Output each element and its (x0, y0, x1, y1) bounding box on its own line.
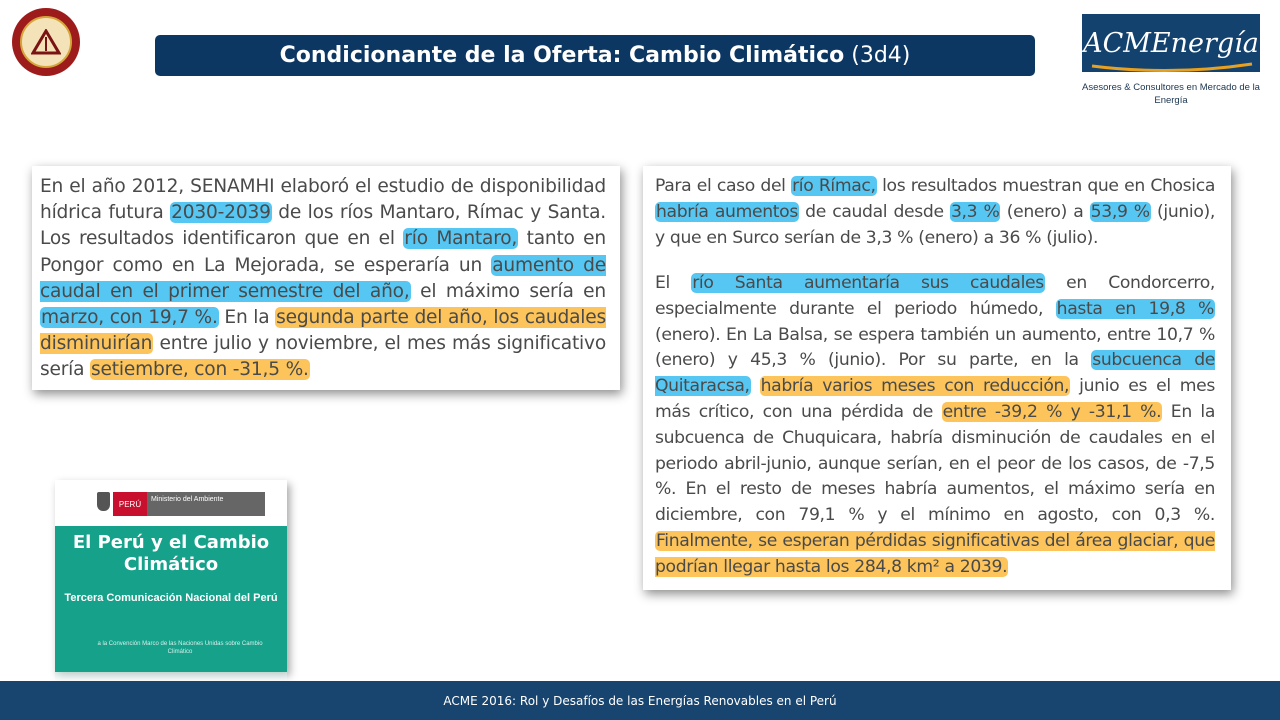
text-run: (junio), y que en Surco serían de 3,3 % (enero) a 36 % (julio). (655, 201, 1215, 248)
senamhi-study-card (32, 166, 620, 390)
slide-title: Condicionante de la Oferta: Cambio Climático (279, 43, 845, 68)
highlight-blue: hasta en 19,8 % (1056, 298, 1214, 319)
footer-text: ACME 2016: Rol y Desafíos de las Energías Renovables en el Perú (443, 693, 837, 708)
text-run: Para el caso del (655, 176, 792, 196)
report-cover (55, 480, 287, 672)
text-run: junio es el mes más crítico, con una pérdida de (655, 376, 1215, 422)
rivers-results-card (643, 166, 1231, 590)
highlight-blue: 53,9 % (1090, 201, 1150, 222)
slide-title-bar (155, 35, 1035, 76)
highlight-blue: río Mantaro, (404, 228, 518, 250)
senamhi-study-text (40, 174, 606, 384)
text-run: (enero) a (1000, 201, 1090, 222)
seal-triangle-icon (31, 29, 61, 55)
highlight-blue: río Rímac, (792, 176, 876, 196)
text-run: en Condorcerro, especialmente durante el periodo húmedo, (655, 273, 1215, 319)
highlight-orange: segunda parte del año, los caudales disminuirían (40, 307, 606, 355)
text-run: entre julio y noviembre, el mes más significativo sería (40, 333, 606, 381)
logo-swoosh-icon (1082, 62, 1260, 74)
report-note: a la Convención Marco de las Naciones Unidas sobre Cambio Climático (97, 641, 263, 655)
highlight-blue: 3,3 % (950, 201, 1000, 222)
highlight-blue: río Santa aumentaría sus caudales (692, 273, 1044, 293)
ministry-label: Ministerio del Ambiente (147, 492, 265, 516)
logo-subtitle: Asesores & Consultores en Mercado de la Energía (1082, 82, 1260, 106)
seal-emblem (20, 16, 72, 68)
highlight-blue: aumento de caudal en el primer semestre del año, (40, 254, 606, 302)
highlight-blue: subcuenca de Quitaracsa, (655, 350, 1215, 397)
report-title: El Perú y el Cambio Climático (72, 532, 270, 575)
footer-bar (0, 681, 1280, 720)
highlight-orange: habría varios meses con reducción, (760, 376, 1070, 397)
text-run: tanto en Pongor como en La Mejorada, se esperaría un (40, 228, 607, 276)
text-run: El (655, 273, 692, 293)
santa-paragraph (655, 271, 1215, 581)
peru-shield-icon (97, 492, 110, 511)
text-run: En la subcuenca de Chuquicara, habría disminución de caudales en el periodo abril-junio, aunque serían, en el peor de los casos, de -7,5 %. En el resto de meses habría aumentos, el máximo sería en diciembre, con 79,1 % y el mínimo en agosto, con 0,3 %. (655, 401, 1215, 526)
highlight-blue: marzo, con 19,7 %. (41, 307, 218, 329)
text-run: En la (218, 307, 276, 329)
highlight-orange: entre -39,2 % y -31,1 %. (942, 401, 1162, 422)
text-run: (enero). En La Balsa, se espera también un aumento, entre 10,7 % (enero) y 45,3 % (junio). Por su parte, en la (655, 324, 1215, 371)
highlight-orange: Finalmente, se esperan pérdidas significativas del área glaciar, que podrían llegar hasta los 284,8 km² a 2039. (655, 530, 1215, 577)
text-run: de los ríos Mantaro, Rímac y Santa. Los resultados identificaron que en el (40, 202, 607, 250)
text-run: En el año 2012, SENAMHI elaboró el estudio de disponibilidad hídrica futura (40, 176, 606, 224)
text-run: de caudal desde (798, 201, 950, 222)
peru-flag-label: PERÚ (113, 492, 147, 516)
text-run (751, 376, 760, 396)
text-run: los resultados muestran que en Chosica (876, 176, 1215, 196)
highlight-blue: habría aumentos (656, 201, 798, 222)
rimac-paragraph (655, 174, 1215, 251)
acm-logo-text: ACMEnergía (1083, 27, 1259, 59)
report-subtitle: Tercera Comunicación Nacional del Perú (64, 592, 278, 604)
engineers-college-seal-icon (12, 8, 80, 76)
slide-title-code: (3d4) (851, 43, 911, 68)
highlight-blue: 2030-2039 (171, 202, 271, 224)
highlight-orange: setiembre, con -31,5 %. (91, 359, 309, 381)
text-run: el máximo sería en (410, 280, 607, 302)
